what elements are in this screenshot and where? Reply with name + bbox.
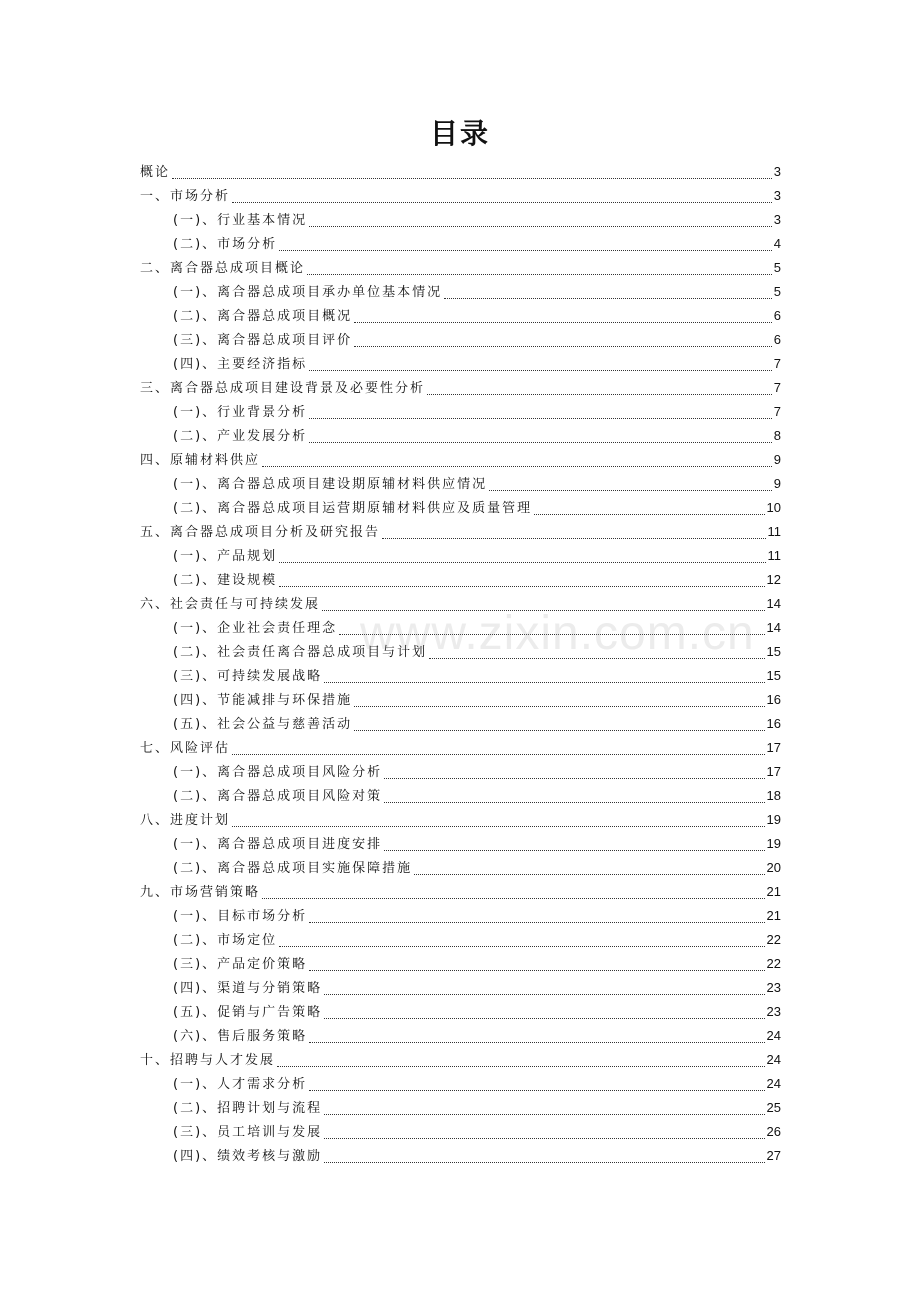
toc-dot-leader <box>279 561 765 563</box>
toc-dot-leader <box>309 225 772 227</box>
page-title: 目录 <box>429 117 490 150</box>
toc-subsection-link[interactable] <box>140 232 781 256</box>
toc-dot-leader <box>324 681 764 683</box>
toc-dot-leader <box>354 345 772 347</box>
toc-entry-label: 九、市场营销策略 <box>140 885 261 900</box>
toc-page-number: 6 <box>773 308 781 323</box>
toc-page-number: 24 <box>766 1052 781 1067</box>
toc-page-number: 11 <box>767 524 781 539</box>
toc-page-number: 17 <box>766 740 781 755</box>
toc-dot-leader <box>309 969 764 971</box>
toc-entry-label: (三)、产品定价策略 <box>173 957 308 972</box>
toc-dot-leader <box>427 393 772 395</box>
toc-entry-label: (一)、产品规划 <box>173 549 278 564</box>
toc-subsection-link[interactable] <box>140 688 781 712</box>
toc-page-number: 12 <box>766 572 781 587</box>
watermark: www.zixin.com.cn <box>360 607 755 660</box>
toc-entry-label: (六)、售后服务策略 <box>173 1029 308 1044</box>
toc-dot-leader <box>277 1065 765 1067</box>
toc-subsection-link[interactable] <box>140 424 781 448</box>
toc-page-number: 8 <box>773 428 781 443</box>
toc-section-link[interactable] <box>140 736 781 760</box>
toc-subsection-link[interactable] <box>140 712 781 736</box>
toc-entry-label: (一)、行业基本情况 <box>173 213 308 228</box>
toc-entry-label: (四)、主要经济指标 <box>173 357 308 372</box>
toc-page-number: 7 <box>773 404 781 419</box>
toc-entry-label: (三)、离合器总成项目评价 <box>173 333 353 348</box>
toc-entry-label: 二、离合器总成项目概论 <box>140 261 306 276</box>
toc-entry-label: (五)、社会公益与慈善活动 <box>173 717 353 732</box>
toc-section-link[interactable] <box>140 184 781 208</box>
toc-page-number: 18 <box>766 788 781 803</box>
toc-page-number: 5 <box>773 284 781 299</box>
toc-page-number: 15 <box>766 644 781 659</box>
toc-subsection-link[interactable] <box>140 568 781 592</box>
toc-dot-leader <box>324 1017 764 1019</box>
toc-dot-leader <box>232 753 765 755</box>
toc-dot-leader <box>307 273 772 275</box>
toc-page-number: 16 <box>766 716 781 731</box>
toc-page-number: 3 <box>773 212 781 227</box>
toc-dot-leader <box>279 249 772 251</box>
toc-page-number: 24 <box>766 1076 781 1091</box>
toc-page-number: 10 <box>766 500 781 515</box>
toc-subsection-link[interactable] <box>140 784 781 808</box>
toc-dot-leader <box>309 369 772 371</box>
toc-dot-leader <box>324 1137 764 1139</box>
toc-entry-label: (一)、离合器总成项目建设期原辅材料供应情况 <box>173 477 488 492</box>
toc-section-link[interactable] <box>140 808 781 832</box>
toc-entry-label: (二)、建设规模 <box>173 573 278 588</box>
toc-dot-leader <box>382 537 765 539</box>
toc-entry-label: (二)、市场分析 <box>173 237 278 252</box>
toc-page-number: 23 <box>766 980 781 995</box>
toc-entry-label: (四)、节能减排与环保措施 <box>173 693 353 708</box>
toc-dot-leader <box>339 633 764 635</box>
toc-dot-leader <box>324 1161 764 1163</box>
toc-page-number: 14 <box>766 596 781 611</box>
toc-page-number: 27 <box>766 1148 781 1163</box>
toc-dot-leader <box>534 513 764 515</box>
toc-page-number: 20 <box>766 860 781 875</box>
toc-entry-label: 五、离合器总成项目分析及研究报告 <box>140 525 381 540</box>
toc-dot-leader <box>309 1089 764 1091</box>
toc-entry-label: 三、离合器总成项目建设背景及必要性分析 <box>140 381 426 396</box>
toc-dot-leader <box>354 705 764 707</box>
toc-subsection-link[interactable] <box>140 640 781 664</box>
toc-entry-label: 一、市场分析 <box>140 189 231 204</box>
toc-section-link[interactable] <box>140 448 781 472</box>
toc-subsection-link[interactable] <box>140 952 781 976</box>
toc-subsection-link[interactable] <box>140 664 781 688</box>
toc-dot-leader <box>384 801 764 803</box>
toc-dot-leader <box>232 201 772 203</box>
toc-dot-leader <box>429 657 764 659</box>
toc-page-number: 7 <box>773 380 781 395</box>
toc-dot-leader <box>324 1113 764 1115</box>
toc-entry-label: (二)、招聘计划与流程 <box>173 1101 323 1116</box>
toc-entry-label: (二)、离合器总成项目运营期原辅材料供应及质量管理 <box>173 501 533 516</box>
toc-entry-label: (四)、绩效考核与激励 <box>173 1149 323 1164</box>
toc-entry-label: (一)、离合器总成项目进度安排 <box>173 837 383 852</box>
toc-dot-leader <box>354 729 764 731</box>
toc-entry-label: (二)、离合器总成项目风险对策 <box>173 789 383 804</box>
toc-dot-leader <box>172 177 772 179</box>
toc-subsection-link[interactable] <box>140 832 781 856</box>
toc-page-number: 24 <box>766 1028 781 1043</box>
toc-page-number: 3 <box>773 164 781 179</box>
toc-section-link[interactable] <box>140 592 781 616</box>
toc-dot-leader <box>309 921 764 923</box>
toc-subsection-link[interactable] <box>140 1120 781 1144</box>
toc-dot-leader <box>489 489 772 491</box>
toc-dot-leader <box>309 1041 764 1043</box>
toc-dot-leader <box>384 849 764 851</box>
toc-entry-label: (一)、企业社会责任理念 <box>173 621 338 636</box>
toc-entry-label: (三)、员工培训与发展 <box>173 1125 323 1140</box>
toc-entry-label: (二)、产业发展分析 <box>173 429 308 444</box>
toc-subsection-link[interactable] <box>140 904 781 928</box>
toc-page-number: 5 <box>773 260 781 275</box>
toc-entry-label: (一)、目标市场分析 <box>173 909 308 924</box>
toc-subsection-link[interactable] <box>140 760 781 784</box>
toc-entry-label: 十、招聘与人才发展 <box>140 1053 276 1068</box>
toc-subsection-link[interactable] <box>140 400 781 424</box>
toc-dot-leader <box>279 945 764 947</box>
toc-page-number: 19 <box>766 836 781 851</box>
toc-entry-label: (三)、可持续发展战略 <box>173 669 323 684</box>
toc-entry-label: 七、风险评估 <box>140 741 231 756</box>
toc-subsection-link[interactable] <box>140 1000 781 1024</box>
toc-page-number: 26 <box>766 1124 781 1139</box>
toc-entry-label: (一)、行业背景分析 <box>173 405 308 420</box>
toc-page-number: 16 <box>766 692 781 707</box>
toc-section-link[interactable] <box>140 1048 781 1072</box>
toc-entry-label: (二)、社会责任离合器总成项目与计划 <box>173 645 428 660</box>
toc-subsection-link[interactable] <box>140 856 781 880</box>
toc-subsection-link[interactable] <box>140 616 781 640</box>
toc-page-number: 14 <box>766 620 781 635</box>
toc-subsection-link[interactable] <box>140 544 781 568</box>
toc-subsection-link[interactable] <box>140 1144 781 1168</box>
toc-page-number: 22 <box>766 932 781 947</box>
toc-entry-label: (一)、人才需求分析 <box>173 1077 308 1092</box>
toc-page-number: 25 <box>766 1100 781 1115</box>
toc-page-number: 19 <box>766 812 781 827</box>
toc-page-number: 4 <box>773 236 781 251</box>
toc-page-number: 17 <box>766 764 781 779</box>
toc-subsection-link[interactable] <box>140 928 781 952</box>
toc-page-number: 21 <box>766 908 781 923</box>
toc-entry-label: (一)、离合器总成项目风险分析 <box>173 765 383 780</box>
toc-subsection-link[interactable] <box>140 1096 781 1120</box>
toc-page-number: 7 <box>773 356 781 371</box>
toc-dot-leader <box>232 825 765 827</box>
toc-dot-leader <box>414 873 764 875</box>
toc-dot-leader <box>322 609 765 611</box>
toc-page-number: 9 <box>773 452 781 467</box>
table-of-contents <box>140 160 781 1168</box>
toc-entry-label: 八、进度计划 <box>140 813 231 828</box>
toc-entry-label: (二)、市场定位 <box>173 933 278 948</box>
toc-section-link[interactable] <box>140 256 781 280</box>
toc-entry-label: 概论 <box>140 165 171 180</box>
toc-subsection-link[interactable] <box>140 352 781 376</box>
toc-section-link[interactable] <box>140 160 781 184</box>
toc-page-number: 11 <box>767 548 781 563</box>
toc-entry-label: (二)、离合器总成项目概况 <box>173 309 353 324</box>
toc-dot-leader <box>309 417 772 419</box>
toc-page-number: 9 <box>773 476 781 491</box>
toc-page-number: 21 <box>766 884 781 899</box>
toc-dot-leader <box>279 585 764 587</box>
toc-subsection-link[interactable] <box>140 304 781 328</box>
toc-subsection-link[interactable] <box>140 208 781 232</box>
toc-subsection-link[interactable] <box>140 1072 781 1096</box>
toc-dot-leader <box>354 321 772 323</box>
toc-page-number: 15 <box>766 668 781 683</box>
toc-entry-label: 六、社会责任与可持续发展 <box>140 597 321 612</box>
toc-dot-leader <box>262 897 765 899</box>
toc-subsection-link[interactable] <box>140 472 781 496</box>
toc-page-number: 23 <box>766 1004 781 1019</box>
toc-entry-label: (五)、促销与广告策略 <box>173 1005 323 1020</box>
toc-subsection-link[interactable] <box>140 496 781 520</box>
toc-subsection-link[interactable] <box>140 328 781 352</box>
toc-dot-leader <box>262 465 772 467</box>
toc-subsection-link[interactable] <box>140 280 781 304</box>
toc-page-number: 6 <box>773 332 781 347</box>
toc-subsection-link[interactable] <box>140 976 781 1000</box>
toc-section-link[interactable] <box>140 880 781 904</box>
toc-subsection-link[interactable] <box>140 1024 781 1048</box>
toc-section-link[interactable] <box>140 520 781 544</box>
toc-entry-label: (二)、离合器总成项目实施保障措施 <box>173 861 413 876</box>
toc-dot-leader <box>324 993 764 995</box>
toc-section-link[interactable] <box>140 376 781 400</box>
toc-entry-label: (四)、渠道与分销策略 <box>173 981 323 996</box>
toc-entry-label: (一)、离合器总成项目承办单位基本情况 <box>173 285 443 300</box>
toc-entry-label: 四、原辅材料供应 <box>140 453 261 468</box>
toc-page-number: 3 <box>773 188 781 203</box>
toc-dot-leader <box>384 777 764 779</box>
toc-page-number: 22 <box>766 956 781 971</box>
toc-dot-leader <box>309 441 772 443</box>
toc-dot-leader <box>444 297 772 299</box>
